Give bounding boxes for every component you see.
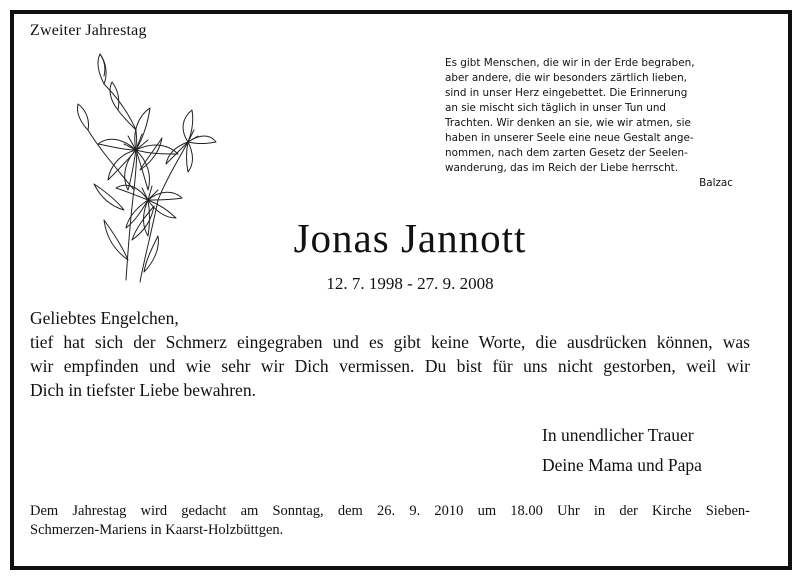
service-announcement (30, 502, 750, 540)
announcement-line: Dem Jahrestag wird gedacht am Sonntag, dem 26. 9. 2010 um 18.00 Uhr in der Kirche Sieben- (30, 503, 750, 519)
quote-line: nommen, nach dem zarten Gesetz der Seelen- (445, 147, 688, 159)
message-line: Dich in tiefster Liebe bewahren. (30, 380, 256, 400)
balzac-quote (445, 56, 745, 191)
life-dates: 12. 7. 1998 - 27. 9. 2008 (326, 274, 494, 293)
quote-line: aber andere, die wir besonders zärtlich lieben, (445, 72, 687, 84)
quote-line: Es gibt Menschen, die wir in der Erde begraben, (445, 57, 695, 69)
message-salutation: Geliebtes Engelchen, (30, 308, 179, 328)
anniversary-heading: Zweiter Jahrestag (30, 22, 147, 39)
message-line: tief hat sich der Schmerz eingegraben und es gibt keine Worte, die ausdrücken können, was (30, 332, 750, 352)
quote-line: sind in unser Herz eingebettet. Die Erinnerung (445, 87, 688, 99)
quote-line: an sie mischt sich täglich in unser Tun und (445, 102, 666, 114)
deceased-name: Jonas Jannott (293, 215, 527, 261)
announcement-line: Schmerzen-Mariens in Kaarst-Holzbüttgen. (30, 522, 284, 538)
memorial-message (30, 306, 750, 402)
signoff-signature: Deine Mama und Papa (542, 455, 702, 475)
quote-line: haben in unserer Seele eine neue Gestalt ange- (445, 132, 694, 144)
signoff (542, 420, 702, 480)
signoff-line: In unendlicher Trauer (542, 425, 694, 445)
quote-author: Balzac (699, 177, 733, 189)
quote-line: wanderung, das im Reich der Liebe herrscht. (445, 162, 679, 174)
message-line: wir empfinden und wie sehr wir Dich vermissen. Du bist für uns nicht gestorben, weil wir (30, 356, 750, 376)
quote-line: Trachten. Wir denken an sie, wie wir atmen, sie (445, 117, 691, 129)
